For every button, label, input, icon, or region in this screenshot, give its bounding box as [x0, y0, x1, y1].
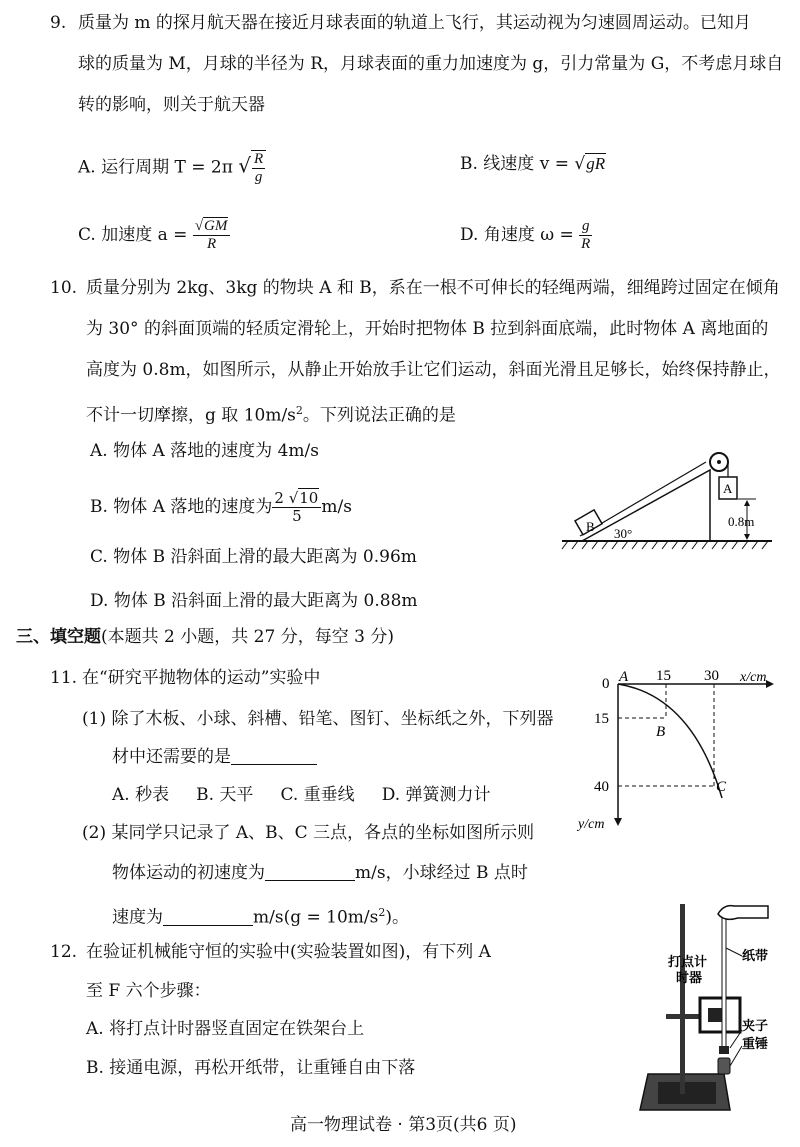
- block-b-label: B: [586, 519, 595, 534]
- q9-option-b: B. 线速度 v = √gR: [460, 154, 606, 174]
- q10-option-b: B. 物体 A 落地的速度为 $\frac{2 √10}{5}$ m/s: [90, 489, 352, 525]
- q12-stem-line-2: 至 F 六个步骤：: [86, 981, 211, 1001]
- q10-stem-line-2: 为 30° 的斜面顶端的轻质定滑轮上，开始时把物体 B 拉到斜面底端，此时物体 A 离地面的: [86, 319, 769, 339]
- page-footer: 高一物理试卷 · 第3页(共6 页): [290, 1115, 517, 1135]
- q11-part2-line-1: (2) 某同学只记录了 A、B、C 三点，各点的坐标如图所示则: [82, 823, 535, 843]
- q12-number: 12.: [50, 942, 78, 962]
- q11-part1-line-1: (1) 除了木板、小球、斜槽、铅笔、图钉、坐标纸之外，下列器: [82, 709, 554, 729]
- y-axis-label: y/cm: [578, 817, 605, 832]
- q11-part2-line-2: 物体运动的初速度为 m/s，小球经过 B 点时: [112, 863, 528, 883]
- x-tick-15: 15: [656, 668, 671, 684]
- paper-tape: [722, 912, 726, 1052]
- point-c-label: C: [716, 779, 727, 795]
- q9-number: 9.: [50, 13, 67, 33]
- q11-blank-3[interactable]: [163, 907, 253, 926]
- clip: [719, 1046, 729, 1054]
- q11-blank-1[interactable]: [231, 746, 317, 765]
- x-axis-label: x/cm: [740, 670, 767, 685]
- hand: [718, 906, 768, 920]
- weight: [718, 1058, 730, 1074]
- y-tick-40: 40: [594, 779, 609, 795]
- guide-lines: [618, 684, 714, 786]
- q9-option-a: A. 运行周期 T = 2π √ $\frac{R}{g}$: [78, 150, 266, 186]
- q12-step-b: B. 接通电源，再松开纸带，让重锤自由下落: [86, 1058, 416, 1078]
- q9-option-d: D. 角速度 ω = $\frac{g}{R}$: [460, 218, 591, 252]
- q10-option-c: C. 物体 B 沿斜面上滑的最大距离为 0.96m: [90, 547, 417, 567]
- q9-stem-line-3: 转的影响，则关于航天器: [78, 95, 265, 115]
- point-b-label: B: [656, 724, 666, 740]
- q9-stem-line-2: 球的质量为 M，月球的半径为 R，月球表面的重力加速度为 g，引力常量为 G，不考虑月球自: [78, 54, 784, 74]
- free-fall-apparatus-figure: [618, 898, 790, 1120]
- incline: [582, 470, 710, 541]
- q11-stem: 在“研究平抛物体的运动”实验中: [82, 668, 321, 688]
- weight-label: 重锤: [742, 1036, 769, 1051]
- point-a-label: A: [619, 669, 629, 685]
- q11-blank-2[interactable]: [265, 862, 355, 881]
- timer-label-2: 时器: [676, 970, 703, 985]
- projectile-coordinate-figure: [572, 668, 782, 838]
- block-a-label: A: [723, 481, 733, 496]
- trajectory-curve: [618, 684, 722, 798]
- q9-stem-line-1: 质量为 m 的探月航天器在接近月球表面的轨道上飞行，其运动视为匀速圆周运动。已知月: [78, 13, 751, 33]
- q10-option-d: D. 物体 B 沿斜面上滑的最大距离为 0.88m: [90, 591, 418, 611]
- q10-stem-line-4: 不计一切摩擦，g 取 $10m/s^2$。下列说法正确的是: [86, 404, 456, 426]
- y-tick-15: 15: [594, 711, 609, 727]
- timer-label-1: 打点计: [668, 954, 708, 969]
- q12-stem-line-1: 在验证机械能守恒的实验中(实验装置如图)，有下列 A: [86, 942, 491, 962]
- angle-label: 30°: [614, 526, 633, 541]
- x-tick-30: 30: [704, 668, 719, 684]
- stand-rod: [680, 904, 685, 1094]
- q10-stem-line-3: 高度为 0.8m，如图所示，从静止开始放手让它们运动，斜面光滑且足够长，始终保持静止，: [86, 360, 781, 380]
- origin-label: 0: [602, 676, 610, 692]
- incline-pulley-figure: [560, 440, 780, 552]
- q10-stem-line-1: 质量分别为 2kg、3kg 的物块 A 和 B，系在一根不可伸长的轻绳两端，细绳跨过固定在倾角: [86, 278, 780, 298]
- q12-step-a: A. 将打点计时器竖直固定在铁架台上: [86, 1019, 365, 1039]
- tape-label: 纸带: [742, 948, 769, 963]
- height-label: 0.8m: [728, 514, 755, 529]
- ground-hatching: [562, 541, 768, 549]
- clip-label: 夹子: [742, 1018, 769, 1033]
- q11-part2-line-3: 速度为 $m/s(g = 10m/s^2)$。: [112, 906, 409, 928]
- q11-part1-line-2: 材中还需要的是: [112, 746, 317, 768]
- q11-number: 11.: [50, 668, 78, 688]
- q11-choices: A. 秒表 B. 天平 C. 重垂线 D. 弹簧测力计: [112, 785, 491, 805]
- q10-number: 10.: [50, 278, 78, 298]
- q9-option-c: C. 加速度 a = $\frac{√GM}{R}$: [78, 218, 230, 253]
- q10-option-a: A. 物体 A 落地的速度为 4m/s: [90, 441, 319, 461]
- section-3-heading: 三、填空题(本题共 2 小题，共 27 分，每空 3 分): [16, 627, 394, 647]
